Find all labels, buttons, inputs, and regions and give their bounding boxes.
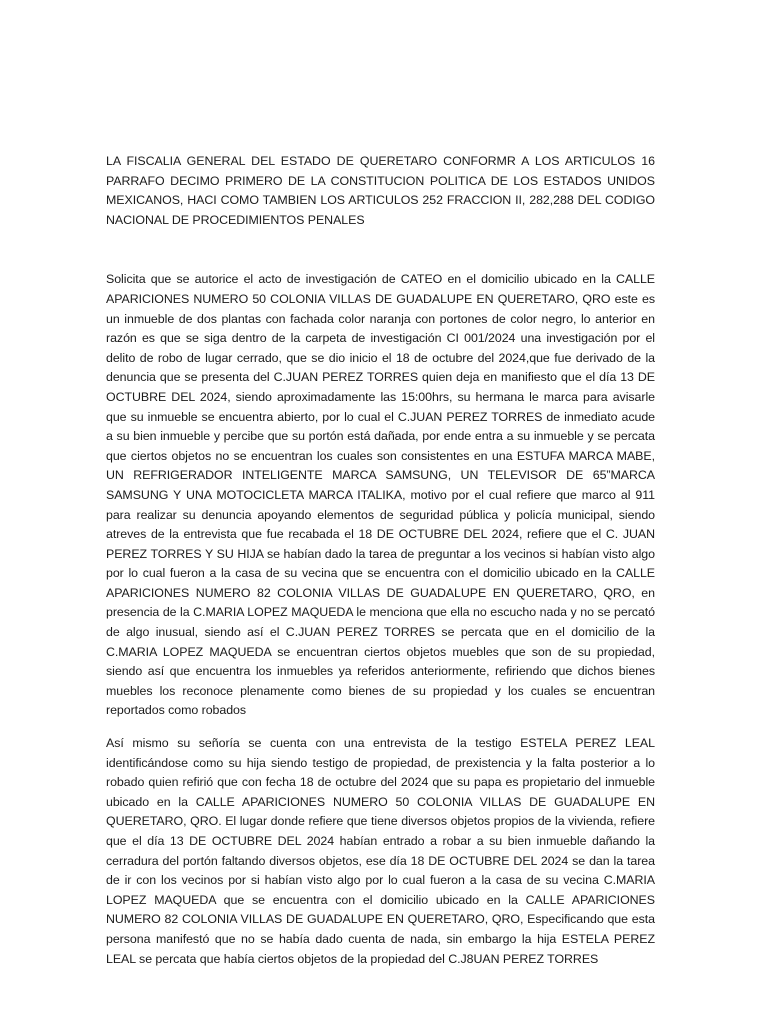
body-paragraph-witness-interview: Así mismo su señoría se cuenta con una entrevista de la testigo ESTELA PEREZ LEAL identificándose como su hija siendo testigo de propiedad, de prexistencia y la falta posterior a lo robado quien refirió que con fecha 18 de octubre del 2024 que su papa es propietario del inmueble ubicado en la CALLE APARICIONES NUMERO 50 COLONIA VILLAS DE GUADALUPE EN QUERETARO, QRO. El lugar donde refiere que tiene diversos objetos propios de la vivienda, refiere que el día 13 DE OCTUBRE DEL 2024 habían entrado a robar a su bien inmueble dañando la cerradura del portón faltando diversos objetos, ese día 18 DE OCTUBRE DEL 2024 se dan la tarea de ir con los vecinos por si habían visto algo por lo cual fueron a la casa de su vecina C.MARIA LOPEZ MAQUEDA que se encuentra con el domicilio ubicado en la CALLE APARICIONES NUMERO 82 COLONIA VILLAS DE GUADALUPE EN QUERETARO, QRO, Especificando que esta persona manifestó que no se había dado cuenta de nada, sin embargo la hija ESTELA PEREZ LEAL se percata que había ciertos objetos de la propiedad del C.J8UAN PEREZ TORRES — [106, 736, 655, 966]
document-heading: LA FISCALIA GENERAL DEL ESTADO DE QUERETARO CONFORMR A LOS ARTICULOS 16 PARRAFO DECIMO PRIMERO DE LA CONSTITUCION POLITICA DE LOS ESTADOS UNIDOS MEXICANOS, HACI COMO TAMBIEN LOS ARTICULOS 252 FRACCION II, 282,288 DEL CODIGO NACIONAL DE PROCEDIMIENTOS PENALES — [106, 154, 655, 227]
body-paragraph-cateo-request: Solicita que se autorice el acto de investigación de CATEO en el domicilio ubicado en la CALLE APARICIONES NUMERO 50 COLONIA VILLAS DE GUADALUPE EN QUERETARO, QRO este es un inmueble de dos plantas con fachada color naranja con portones de color negro, lo anterior en razón es que se siga dentro de la carpeta de investigación CI 001/2024 una investigación por el delito de robo de lugar cerrado, que se dio inicio el 18 de octubre del 2024,que fue derivado de la denuncia que se presenta del C.JUAN PEREZ TORRES quien deja en manifiesto que el día 13 DE OCTUBRE DEL 2024, siendo aproximadamente las 15:00hrs, su hermana le marca para avisarle que su inmueble se encuentra abierto, por lo cual el C.JUAN PEREZ TORRES de inmediato acude a su bien inmueble y percibe que su portón está dañada, por ende entra a su inmueble y se percata que ciertos objetos no se encuentran los cuales son consistentes en una ESTUFA MARCA MABE, UN REFRIGERADOR INTELIGENTE MARCA SAMSUNG, UN TELEVISOR DE 65”MARCA SAMSUNG Y UNA MOTOCICLETA MARCA ITALIKA, motivo por el cual refiere que marco al 911 para realizar su denuncia apoyando elementos de seguridad pública y policía municipal, siendo atreves de la entrevista que fue recabada el 18 DE OCTUBRE DEL 2024, refiere que el C. JUAN PEREZ TORRES Y SU HIJA se habían dado la tarea de preguntar a los vecinos si habían visto algo por lo cual fueron a la casa de su vecina que se encuentra con el domicilio ubicado en la CALLE APARICIONES NUMERO 82 COLONIA VILLAS DE GUADALUPE EN QUERETARO, QRO, en presencia de la C.MARIA LOPEZ MAQUEDA le menciona que ella no escucho nada y no se percató de algo inusual, siendo así el C.JUAN PEREZ TORRES se percata que en el domicilio de la C.MARIA LOPEZ MAQUEDA se encuentran ciertos objetos muebles que son de su propiedad, siendo así que encuentra los inmuebles ya referidos anteriormente, refiriendo que dichos bienes muebles los reconoce plenamente como bienes de su propiedad y los cuales se encuentran reportados como robados — [106, 272, 655, 718]
